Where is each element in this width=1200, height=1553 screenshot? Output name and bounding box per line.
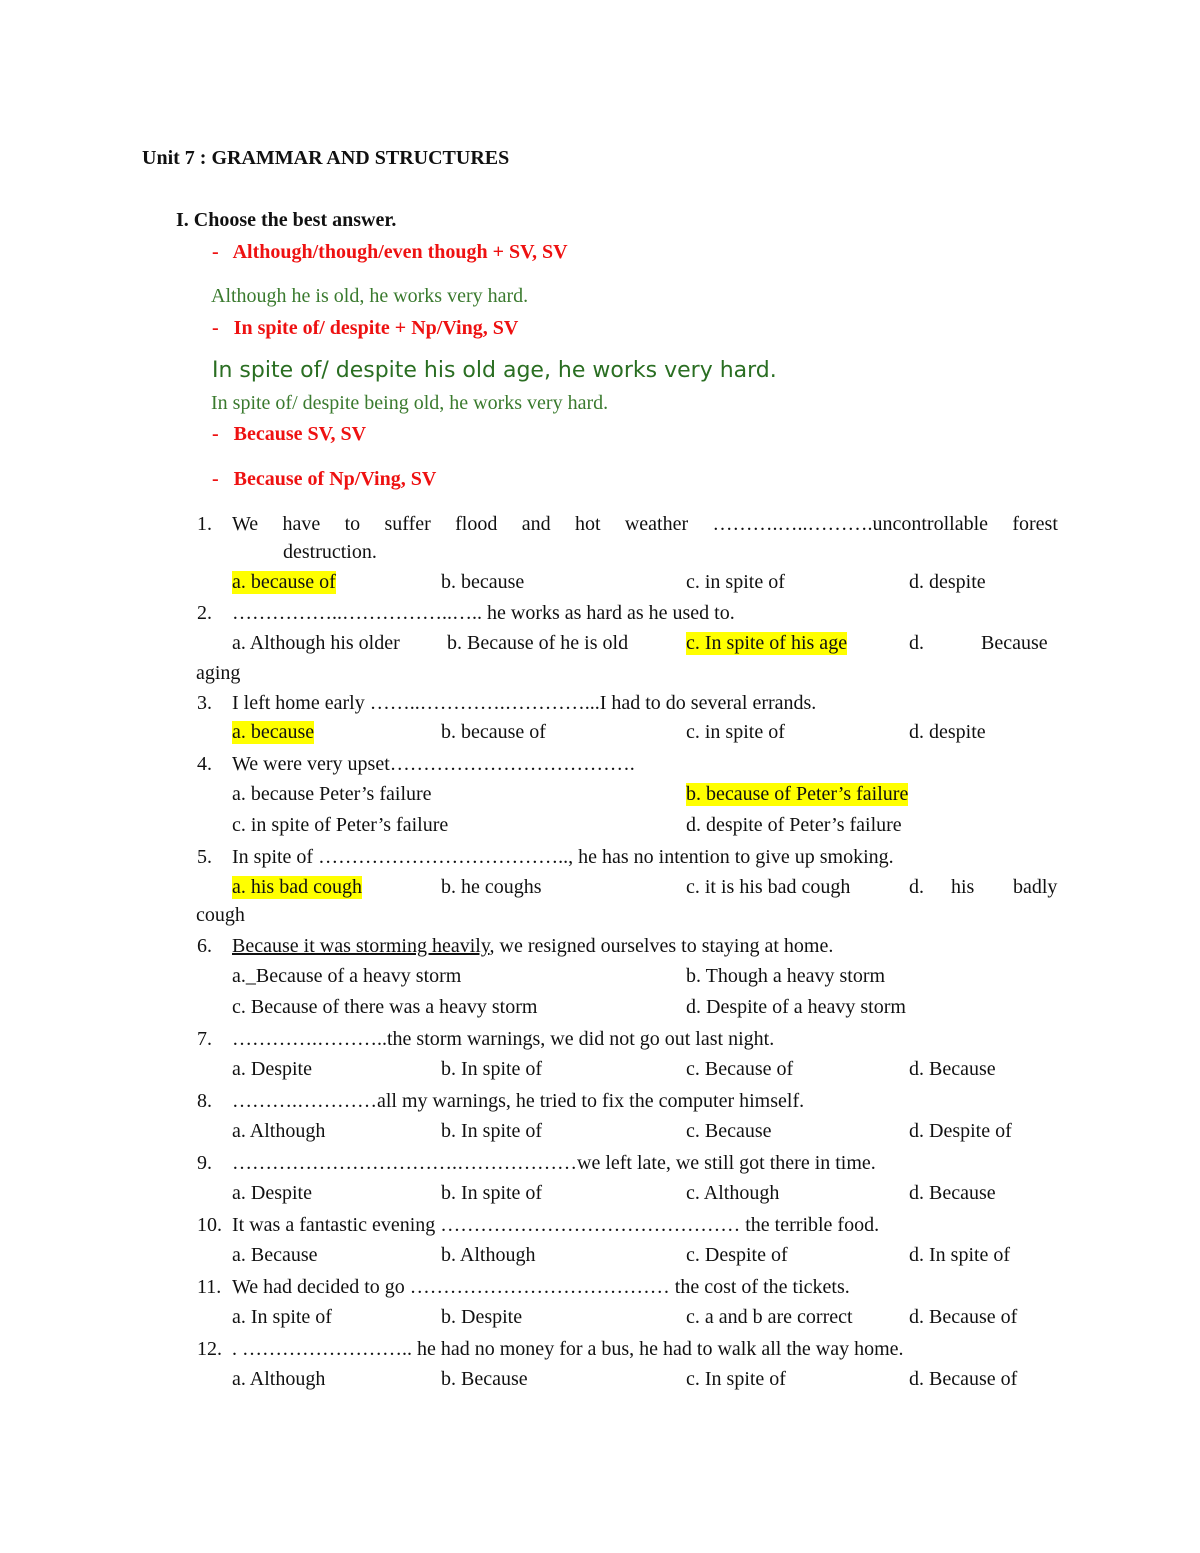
option-c[interactable]: c. Despite of bbox=[686, 1244, 788, 1266]
question-number: 7. bbox=[197, 1028, 212, 1050]
rule-4 bbox=[212, 468, 436, 491]
option-d[interactable]: d. Because of bbox=[909, 1306, 1018, 1328]
option-a[interactable]: a. because Peter’s failure bbox=[232, 783, 432, 805]
question-number: 4. bbox=[197, 753, 212, 775]
option-d-word[interactable]: his bbox=[951, 876, 975, 898]
stem-rest: , we resigned ourselves to staying at home. bbox=[489, 935, 834, 957]
option-a[interactable]: a. Although bbox=[232, 1368, 326, 1390]
option-a-selected[interactable]: a. because of bbox=[232, 571, 336, 593]
question-3-stem: I left home early ……..………….…………...I had to do several errands. bbox=[232, 692, 817, 714]
rule-text: Because SV, SV bbox=[233, 423, 367, 445]
word: We bbox=[232, 513, 259, 535]
question-1-stem bbox=[232, 512, 1058, 536]
option-d[interactable]: d. Despite of a heavy storm bbox=[686, 996, 906, 1018]
option-b[interactable]: b. Though a heavy storm bbox=[686, 965, 886, 987]
question-number: 2. bbox=[197, 602, 212, 624]
option-c[interactable]: c. in spite of Peter’s failure bbox=[232, 814, 449, 836]
question-number: 3. bbox=[197, 692, 212, 714]
option-d-label[interactable]: d. bbox=[909, 876, 924, 898]
question-12-stem: . …………………….. he had no money for a bus, he had to walk all the way home. bbox=[232, 1338, 904, 1360]
example-1: Although he is old, he works very hard. bbox=[211, 285, 529, 307]
option-d-word[interactable]: badly bbox=[1013, 876, 1058, 898]
question-1-continuation: destruction. bbox=[283, 541, 377, 563]
question-10-stem: It was a fantastic evening ……………………………………… the terrible food. bbox=[232, 1214, 880, 1236]
rule-dash: - bbox=[212, 241, 219, 263]
question-2-stem: ……………..……………..….. he works as hard as he used to. bbox=[232, 602, 735, 624]
option-a[interactable]: a._Because of a heavy storm bbox=[232, 965, 462, 987]
option-a[interactable]: a. Despite bbox=[232, 1182, 312, 1204]
option-d-label[interactable]: d. bbox=[909, 632, 924, 654]
option-b[interactable]: b. he coughs bbox=[441, 876, 542, 898]
question-number: 1. bbox=[197, 513, 212, 535]
option-b[interactable]: b. In spite of bbox=[441, 1120, 543, 1142]
question-number: 11. bbox=[197, 1276, 222, 1298]
option-b[interactable]: b. Because of he is old bbox=[447, 632, 629, 654]
option-d[interactable]: d. despite bbox=[909, 721, 986, 743]
rule-3 bbox=[212, 423, 366, 446]
question-4-stem: We were very upset………………………………. bbox=[232, 753, 635, 775]
option-a[interactable]: a. Because bbox=[232, 1244, 318, 1266]
option-c[interactable]: c. Although bbox=[686, 1182, 780, 1204]
rule-dash: - bbox=[212, 317, 219, 339]
option-c[interactable]: c. it is his bad cough bbox=[686, 876, 851, 898]
question-number: 5. bbox=[197, 846, 212, 868]
option-c[interactable]: c. Because bbox=[686, 1120, 772, 1142]
rule-dash: - bbox=[212, 423, 219, 445]
option-d[interactable]: d. Because bbox=[909, 1058, 996, 1080]
question-7-stem: ………….………..the storm warnings, we did not go out last night. bbox=[232, 1028, 775, 1050]
option-d[interactable]: d. Despite of bbox=[909, 1120, 1012, 1142]
option-d[interactable]: d. despite bbox=[909, 571, 986, 593]
question-number: 8. bbox=[197, 1090, 212, 1112]
option-c[interactable]: c. In spite of bbox=[686, 1368, 786, 1390]
option-b[interactable]: b. In spite of bbox=[441, 1058, 543, 1080]
word: suffer bbox=[384, 513, 431, 535]
word: to bbox=[344, 513, 361, 535]
option-b[interactable]: b. because bbox=[441, 571, 525, 593]
option-b[interactable]: b. In spite of bbox=[441, 1182, 543, 1204]
section-heading: I. Choose the best answer. bbox=[176, 209, 397, 231]
question-number: 12. bbox=[197, 1338, 222, 1360]
option-b-selected[interactable]: b. because of Peter’s failure bbox=[686, 783, 909, 805]
question-number: 10. bbox=[197, 1214, 222, 1236]
word: weather bbox=[624, 513, 689, 535]
example-2: In spite of/ despite his old age, he works very hard. bbox=[212, 358, 777, 383]
question-2-continuation: aging bbox=[196, 662, 241, 684]
page-title: Unit 7 : GRAMMAR AND STRUCTURES bbox=[142, 147, 510, 169]
option-a[interactable]: a. Although his older bbox=[232, 632, 400, 654]
option-a-selected[interactable]: a. because bbox=[232, 721, 315, 743]
option-b[interactable]: b. Because bbox=[441, 1368, 528, 1390]
question-number: 6. bbox=[197, 935, 212, 957]
rule-2 bbox=[212, 317, 518, 340]
question-11-stem: We had decided to go ………………………………… the cost of the tickets. bbox=[232, 1276, 850, 1298]
question-8-stem: ……….…………all my warnings, he tried to fix the computer himself. bbox=[232, 1090, 805, 1112]
option-d[interactable]: d. Because bbox=[909, 1182, 996, 1204]
option-b[interactable]: b. Despite bbox=[441, 1306, 523, 1328]
option-c[interactable]: c. a and b are correct bbox=[686, 1306, 853, 1328]
rule-text: In spite of/ despite + Np/Ving, SV bbox=[233, 317, 519, 339]
rule-1 bbox=[212, 241, 568, 264]
word: forest bbox=[1012, 513, 1058, 535]
question-number: 9. bbox=[197, 1152, 212, 1174]
word: have bbox=[282, 513, 321, 535]
rule-text: Although/though/even though + SV, SV bbox=[232, 241, 568, 263]
option-d[interactable]: d. despite of Peter’s failure bbox=[686, 814, 902, 836]
option-b[interactable]: b. because of bbox=[441, 721, 546, 743]
question-6-stem bbox=[232, 934, 833, 958]
question-5-stem: In spite of ……………………………….., he has no intention to give up smoking. bbox=[232, 846, 894, 868]
option-d[interactable]: d. In spite of bbox=[909, 1244, 1011, 1266]
word: flood bbox=[455, 513, 498, 535]
option-d[interactable]: d. Because of bbox=[909, 1368, 1018, 1390]
question-9-stem: …………………………….………………we left late, we still got there in time. bbox=[232, 1152, 876, 1174]
word: and bbox=[521, 513, 551, 535]
option-b[interactable]: b. Although bbox=[441, 1244, 536, 1266]
option-a-selected[interactable]: a. his bad cough bbox=[232, 876, 362, 898]
option-a[interactable]: a. In spite of bbox=[232, 1306, 332, 1328]
option-d-text[interactable]: Because bbox=[981, 632, 1048, 654]
option-a[interactable]: a. Despite bbox=[232, 1058, 312, 1080]
option-c[interactable]: c. Because of bbox=[686, 1058, 794, 1080]
option-a[interactable]: a. Although bbox=[232, 1120, 326, 1142]
option-c[interactable]: c. in spite of bbox=[686, 571, 785, 593]
option-c[interactable]: c. Because of there was a heavy storm bbox=[232, 996, 538, 1018]
word: ……….…..……….uncontrollable bbox=[712, 513, 989, 535]
underlined-phrase: Because it was storming heavily bbox=[232, 935, 490, 957]
option-c-selected[interactable]: c. In spite of his age bbox=[686, 632, 848, 654]
question-5-continuation: cough bbox=[196, 904, 245, 926]
rule-text: Because of Np/Ving, SV bbox=[233, 468, 437, 490]
rule-dash: - bbox=[212, 468, 219, 490]
example-3: In spite of/ despite being old, he works very hard. bbox=[211, 392, 609, 414]
option-c[interactable]: c. in spite of bbox=[686, 721, 785, 743]
word: hot bbox=[574, 513, 601, 535]
